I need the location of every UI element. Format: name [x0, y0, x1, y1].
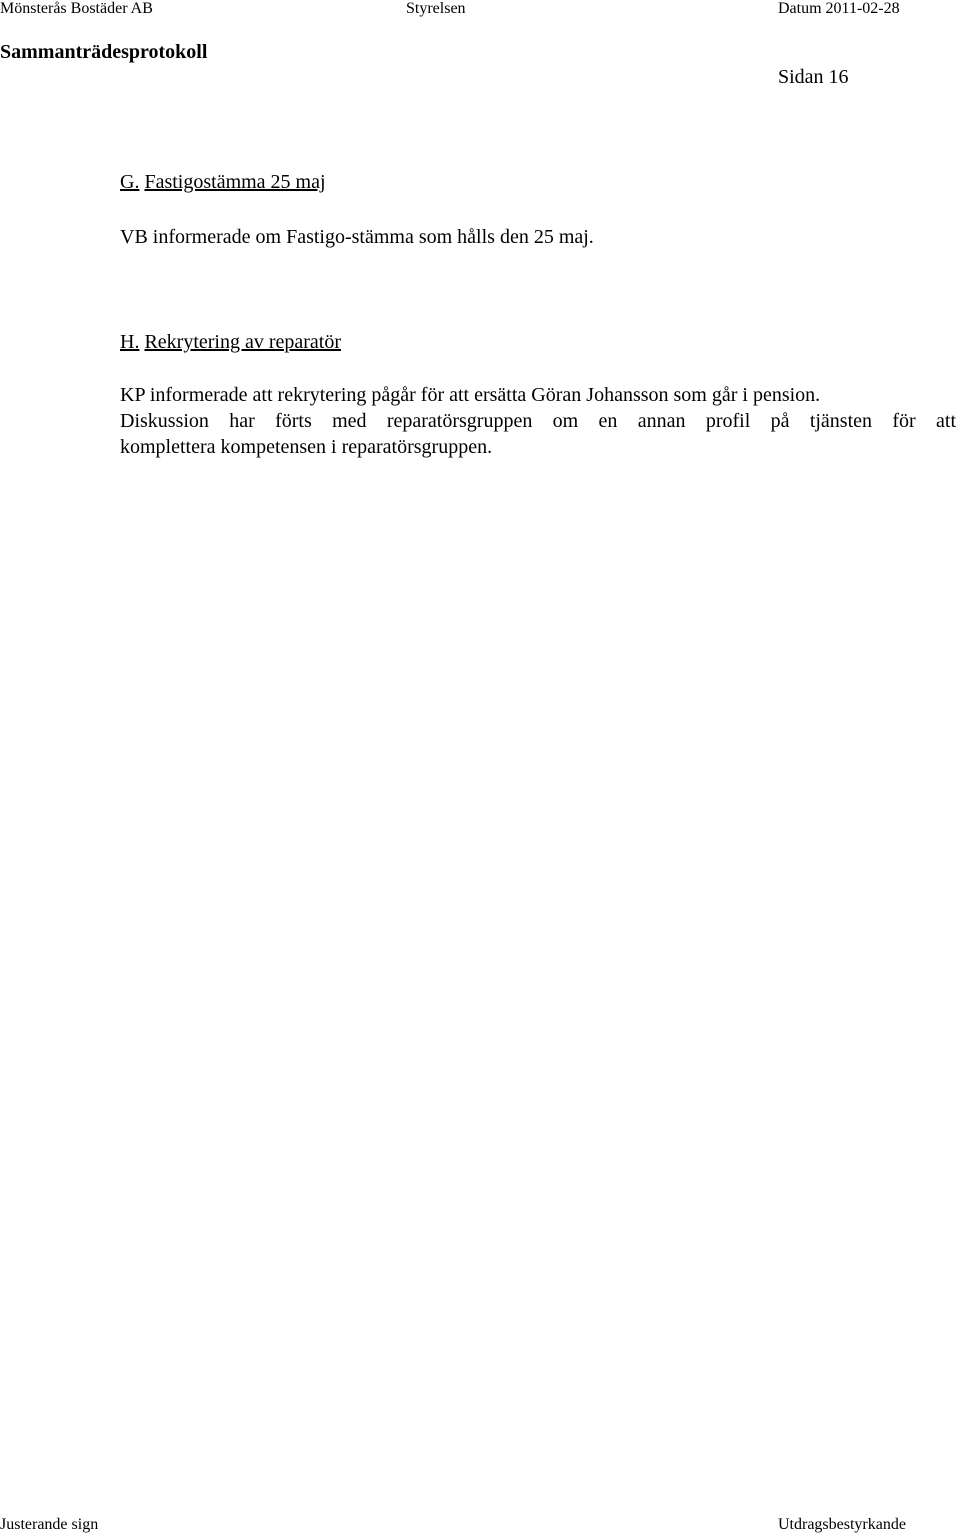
footer-justering-sign: Justerande sign: [0, 1516, 99, 1533]
page-number: Sidan 16: [778, 66, 849, 88]
section-h-line-2: Diskussion har förts med reparatörsgruppen om en annan profil på tjänsten för att: [120, 410, 956, 432]
section-g-title: [120, 170, 326, 194]
section-h-letter: H.: [120, 331, 140, 353]
organization-name: Mönsterås Bostäder AB: [0, 0, 153, 17]
section-g-body: [120, 224, 956, 250]
section-h-body: [120, 382, 956, 460]
document-date: Datum 2011-02-28: [778, 0, 900, 17]
section-g-heading: Fastigostämma 25 maj: [144, 171, 326, 193]
section-h-title: [120, 330, 341, 354]
section-h-line-3: komplettera kompetensen i reparatörsgruppen.: [120, 436, 493, 458]
footer-utdragsbestyrkande: Utdragsbestyrkande: [778, 1516, 906, 1533]
section-g-letter: G.: [120, 171, 140, 193]
document-type-title: Sammanträdesprotokoll: [0, 41, 208, 63]
section-g-paragraph: VB informerade om Fastigo-stämma som hålls den 25 maj.: [120, 226, 594, 248]
section-h-line-1: KP informerade att rekrytering pågår för att ersätta Göran Johansson som går i pension.: [120, 384, 821, 406]
board-name: Styrelsen: [406, 0, 466, 17]
section-h-heading: Rekrytering av reparatör: [144, 331, 342, 353]
